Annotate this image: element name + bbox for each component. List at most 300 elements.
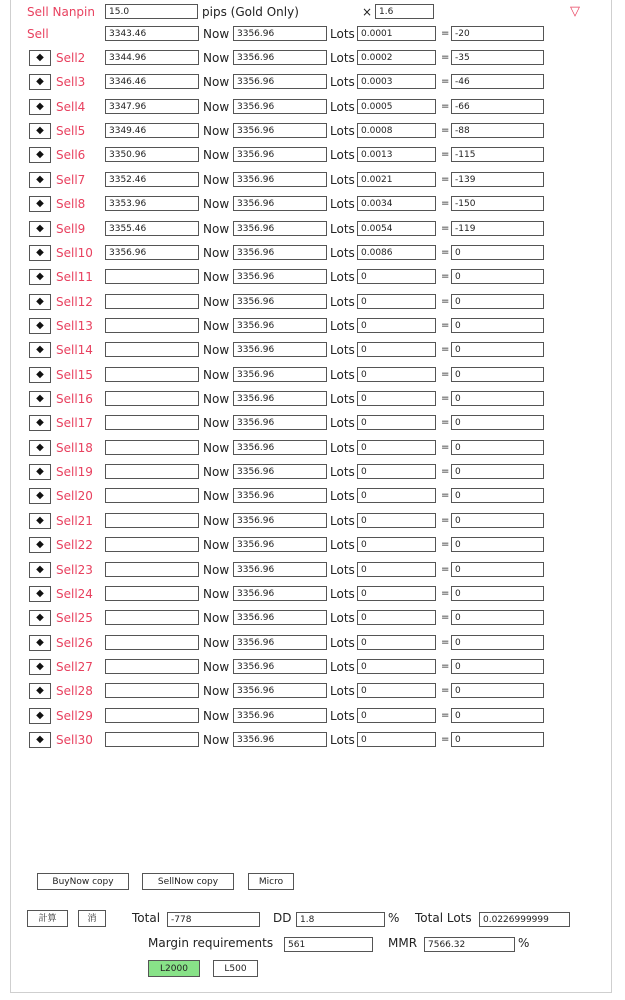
now-label: Now xyxy=(203,368,230,382)
sell-price-input[interactable] xyxy=(105,367,199,382)
sell-row xyxy=(0,265,625,289)
lots-input[interactable]: 0.0005 xyxy=(357,99,436,114)
equals-label: = xyxy=(441,125,450,136)
sell-row xyxy=(0,606,625,630)
result-input[interactable]: 0 xyxy=(451,732,544,747)
sell-price-input[interactable]: 3346.46 xyxy=(105,74,199,89)
sell-row xyxy=(0,290,625,314)
sell-price-input[interactable] xyxy=(105,586,199,601)
sell-row xyxy=(0,679,625,703)
sell-row xyxy=(0,143,625,167)
sell-price-input[interactable]: 3352.46 xyxy=(105,172,199,187)
equals-label: = xyxy=(441,466,450,477)
sell-row-label: Sell26 xyxy=(56,636,93,650)
equals-label: = xyxy=(441,685,450,696)
sell-row-label: Sell10 xyxy=(56,246,93,260)
sell-price-input[interactable] xyxy=(105,635,199,650)
result-input[interactable]: -115 xyxy=(451,147,544,162)
lots-input[interactable]: 0 xyxy=(357,464,436,479)
equals-label: = xyxy=(441,417,450,428)
now-price-input[interactable]: 3356.96 xyxy=(233,74,327,89)
sell-price-input[interactable] xyxy=(105,683,199,698)
sell-price-input[interactable] xyxy=(105,708,199,723)
sell-row xyxy=(0,314,625,338)
sell-price-input[interactable] xyxy=(105,562,199,577)
lots-label: Lots xyxy=(330,441,355,455)
result-input[interactable]: -35 xyxy=(451,50,544,65)
sell-row xyxy=(0,411,625,435)
buynow-copy-button[interactable]: BuyNow copy xyxy=(37,873,129,890)
equals-label: = xyxy=(441,76,450,87)
row-select-button[interactable]: ◆ xyxy=(29,562,51,578)
now-price-input[interactable]: 3356.96 xyxy=(233,123,327,138)
lots-label: Lots xyxy=(330,246,355,260)
mmr-input[interactable]: 7566.32 xyxy=(424,937,515,952)
lots-input[interactable]: 0 xyxy=(357,391,436,406)
micro-button[interactable]: Micro xyxy=(248,873,294,890)
result-input[interactable]: 0 xyxy=(451,342,544,357)
now-price-input[interactable]: 3356.96 xyxy=(233,610,327,625)
calculate-button[interactable]: 計算 xyxy=(27,910,68,927)
sell-row-label: Sell30 xyxy=(56,733,93,747)
row-select-button[interactable]: ◆ xyxy=(29,488,51,504)
lots-input[interactable]: 0 xyxy=(357,635,436,650)
equals-label: = xyxy=(441,174,450,185)
sell-row-label: Sell23 xyxy=(56,563,93,577)
row-select-button[interactable]: ◆ xyxy=(29,391,51,407)
lots-label: Lots xyxy=(330,587,355,601)
now-label: Now xyxy=(203,343,230,357)
sell-price-input[interactable] xyxy=(105,464,199,479)
now-price-input[interactable]: 3356.96 xyxy=(233,537,327,552)
equals-label: = xyxy=(441,734,450,745)
lots-label: Lots xyxy=(330,660,355,674)
sell-row-label: Sell2 xyxy=(56,51,86,65)
sell-price-input[interactable] xyxy=(105,537,199,552)
sell-price-input[interactable]: 3349.46 xyxy=(105,123,199,138)
now-label: Now xyxy=(203,27,230,41)
nanpin-pips-input[interactable]: 15.0 xyxy=(105,4,198,19)
total-input[interactable]: -778 xyxy=(167,912,260,927)
now-label: Now xyxy=(203,270,230,284)
now-price-input[interactable]: 3356.96 xyxy=(233,172,327,187)
multiplier-input[interactable]: 1.6 xyxy=(375,4,434,19)
sell-row-label: Sell3 xyxy=(56,75,86,89)
sell-row-label: Sell16 xyxy=(56,392,93,406)
equals-label: = xyxy=(441,369,450,380)
equals-label: = xyxy=(441,247,450,258)
sell-row-label: Sell17 xyxy=(56,416,93,430)
sell-row-label: Sell19 xyxy=(56,465,93,479)
now-price-input[interactable]: 3356.96 xyxy=(233,294,327,309)
now-label: Now xyxy=(203,197,230,211)
sell-price-input[interactable]: 3343.46 xyxy=(105,26,199,41)
result-input[interactable]: -66 xyxy=(451,99,544,114)
collapse-triangle-icon[interactable]: ▽ xyxy=(570,4,580,19)
row-select-button[interactable]: ◆ xyxy=(29,440,51,456)
result-input[interactable]: 0 xyxy=(451,367,544,382)
lots-input[interactable]: 0.0001 xyxy=(357,26,436,41)
sell-row-label: Sell15 xyxy=(56,368,93,382)
row-select-button[interactable]: ◆ xyxy=(29,464,51,480)
lots-input[interactable]: 0 xyxy=(357,683,436,698)
sell-price-input[interactable]: 3350.96 xyxy=(105,147,199,162)
now-label: Now xyxy=(203,709,230,723)
lots-input[interactable]: 0 xyxy=(357,537,436,552)
sellnow-copy-button[interactable]: SellNow copy xyxy=(142,873,234,890)
sell-price-input[interactable]: 3344.96 xyxy=(105,50,199,65)
now-label: Now xyxy=(203,319,230,333)
row-select-button[interactable]: ◆ xyxy=(29,635,51,651)
result-input[interactable]: 0 xyxy=(451,391,544,406)
sell-row-label: Sell xyxy=(27,27,49,41)
sell-row xyxy=(0,533,625,557)
now-price-input[interactable]: 3356.96 xyxy=(233,513,327,528)
now-label: Now xyxy=(203,246,230,260)
sell-price-input[interactable] xyxy=(105,294,199,309)
lots-input[interactable]: 0.0054 xyxy=(357,221,436,236)
sell-row-label: Sell12 xyxy=(56,295,93,309)
sell-nanpin-label: Sell Nanpin xyxy=(27,5,95,19)
now-price-input[interactable]: 3356.96 xyxy=(233,732,327,747)
now-label: Now xyxy=(203,148,230,162)
now-price-input[interactable]: 3356.96 xyxy=(233,586,327,601)
row-select-button[interactable]: ◆ xyxy=(29,610,51,626)
lots-label: Lots xyxy=(330,100,355,114)
sell-row-label: Sell4 xyxy=(56,100,86,114)
now-label: Now xyxy=(203,489,230,503)
now-label: Now xyxy=(203,173,230,187)
sell-price-input[interactable]: 3347.96 xyxy=(105,99,199,114)
result-input[interactable]: 0 xyxy=(451,586,544,601)
result-input[interactable]: 0 xyxy=(451,610,544,625)
lots-input[interactable]: 0 xyxy=(357,294,436,309)
lots-input[interactable]: 0.0008 xyxy=(357,123,436,138)
l2000-button[interactable]: L2000 xyxy=(148,960,200,977)
dd-percent-label: % xyxy=(388,911,400,925)
row-select-button[interactable]: ◆ xyxy=(29,123,51,139)
now-price-input[interactable]: 3356.96 xyxy=(233,708,327,723)
sell-price-input[interactable]: 3355.46 xyxy=(105,221,199,236)
equals-label: = xyxy=(441,490,450,501)
sell-price-input[interactable]: 3353.96 xyxy=(105,196,199,211)
sell-row xyxy=(0,631,625,655)
sell-row xyxy=(0,460,625,484)
result-input[interactable]: 0 xyxy=(451,440,544,455)
now-price-input[interactable]: 3356.96 xyxy=(233,196,327,211)
result-input[interactable]: -150 xyxy=(451,196,544,211)
equals-label: = xyxy=(441,320,450,331)
now-price-input[interactable]: 3356.96 xyxy=(233,221,327,236)
now-price-input[interactable]: 3356.96 xyxy=(233,245,327,260)
sell-row-label: Sell29 xyxy=(56,709,93,723)
lots-label: Lots xyxy=(330,75,355,89)
sell-row xyxy=(0,582,625,606)
equals-label: = xyxy=(441,661,450,672)
result-input[interactable]: -119 xyxy=(451,221,544,236)
sell-price-input[interactable]: 3356.96 xyxy=(105,245,199,260)
sell-row xyxy=(0,387,625,411)
sell-row xyxy=(0,436,625,460)
row-select-button[interactable]: ◆ xyxy=(29,196,51,212)
sell-price-input[interactable] xyxy=(105,318,199,333)
result-input[interactable]: 0 xyxy=(451,415,544,430)
result-input[interactable]: 0 xyxy=(451,562,544,577)
result-input[interactable]: 0 xyxy=(451,245,544,260)
result-input[interactable]: 0 xyxy=(451,513,544,528)
row-select-button[interactable]: ◆ xyxy=(29,221,51,237)
lots-input[interactable]: 0.0086 xyxy=(357,245,436,260)
lots-label: Lots xyxy=(330,733,355,747)
lots-input[interactable]: 0 xyxy=(357,513,436,528)
result-input[interactable]: 0 xyxy=(451,683,544,698)
equals-label: = xyxy=(441,588,450,599)
nanpin-header-row xyxy=(0,0,625,24)
result-input[interactable]: 0 xyxy=(451,269,544,284)
sell-row-label: Sell9 xyxy=(56,222,86,236)
sell-row xyxy=(0,728,625,752)
sell-row xyxy=(0,46,625,70)
lots-label: Lots xyxy=(330,343,355,357)
sell-price-input[interactable] xyxy=(105,391,199,406)
now-label: Now xyxy=(203,538,230,552)
row-select-button[interactable]: ◆ xyxy=(29,732,51,748)
equals-label: = xyxy=(441,344,450,355)
now-label: Now xyxy=(203,563,230,577)
row-select-button[interactable]: ◆ xyxy=(29,708,51,724)
mmr-percent-label: % xyxy=(518,936,530,950)
lots-input[interactable]: 0 xyxy=(357,488,436,503)
now-price-input[interactable]: 3356.96 xyxy=(233,391,327,406)
row-select-button[interactable]: ◆ xyxy=(29,294,51,310)
now-label: Now xyxy=(203,660,230,674)
sell-row-label: Sell20 xyxy=(56,489,93,503)
equals-label: = xyxy=(441,101,450,112)
result-input[interactable]: 0 xyxy=(451,318,544,333)
row-select-button[interactable]: ◆ xyxy=(29,147,51,163)
now-label: Now xyxy=(203,392,230,406)
now-price-input[interactable]: 3356.96 xyxy=(233,659,327,674)
sell-row-label: Sell28 xyxy=(56,684,93,698)
lots-label: Lots xyxy=(330,636,355,650)
lots-input[interactable]: 0 xyxy=(357,610,436,625)
equals-label: = xyxy=(441,52,450,63)
result-input[interactable]: -20 xyxy=(451,26,544,41)
now-label: Now xyxy=(203,51,230,65)
total-lots-input[interactable]: 0.0226999999 xyxy=(479,912,570,927)
lots-input[interactable]: 0 xyxy=(357,732,436,747)
dd-label: DD xyxy=(273,911,292,925)
sell-row-1 xyxy=(0,22,625,46)
lots-label: Lots xyxy=(330,148,355,162)
lots-label: Lots xyxy=(330,709,355,723)
now-price-input[interactable]: 3356.96 xyxy=(233,415,327,430)
result-input[interactable]: -139 xyxy=(451,172,544,187)
sell-row xyxy=(0,192,625,216)
now-price-input[interactable]: 3356.96 xyxy=(233,562,327,577)
sell-row-label: Sell8 xyxy=(56,197,86,211)
lots-input[interactable]: 0 xyxy=(357,659,436,674)
sell-row-label: Sell22 xyxy=(56,538,93,552)
sell-price-input[interactable] xyxy=(105,488,199,503)
equals-label: = xyxy=(441,393,450,404)
sell-price-input[interactable] xyxy=(105,659,199,674)
lots-input[interactable]: 0 xyxy=(357,562,436,577)
result-input[interactable]: 0 xyxy=(451,464,544,479)
sell-row xyxy=(0,168,625,192)
sell-row xyxy=(0,338,625,362)
sell-row xyxy=(0,119,625,143)
lots-label: Lots xyxy=(330,392,355,406)
dd-input[interactable]: 1.8 xyxy=(296,912,385,927)
row-select-button[interactable]: ◆ xyxy=(29,415,51,431)
sell-row xyxy=(0,363,625,387)
now-label: Now xyxy=(203,124,230,138)
sell-row-label: Sell5 xyxy=(56,124,86,138)
row-select-button[interactable]: ◆ xyxy=(29,50,51,66)
sell-price-input[interactable] xyxy=(105,342,199,357)
sell-price-input[interactable] xyxy=(105,269,199,284)
clear-button[interactable]: 消 xyxy=(78,910,106,927)
result-input[interactable]: 0 xyxy=(451,659,544,674)
sell-price-input[interactable] xyxy=(105,610,199,625)
result-input[interactable]: 0 xyxy=(451,488,544,503)
now-price-input[interactable]: 3356.96 xyxy=(233,99,327,114)
lots-label: Lots xyxy=(330,319,355,333)
now-price-input[interactable]: 3356.96 xyxy=(233,683,327,698)
total-label: Total xyxy=(132,911,161,925)
now-label: Now xyxy=(203,733,230,747)
lots-label: Lots xyxy=(330,368,355,382)
lots-input[interactable]: 0 xyxy=(357,415,436,430)
equals-label: = xyxy=(441,442,450,453)
lots-input[interactable]: 0.0002 xyxy=(357,50,436,65)
row-select-button[interactable]: ◆ xyxy=(29,269,51,285)
margin-requirements-label: Margin requirements xyxy=(148,936,274,950)
lots-input[interactable]: 0 xyxy=(357,586,436,601)
equals-label: = xyxy=(441,271,450,282)
now-label: Now xyxy=(203,416,230,430)
sell-row xyxy=(0,558,625,582)
sell-row xyxy=(0,484,625,508)
now-price-input[interactable]: 3356.96 xyxy=(233,440,327,455)
equals-label: = xyxy=(441,612,450,623)
row-select-button[interactable]: ◆ xyxy=(29,683,51,699)
total-lots-label: Total Lots xyxy=(415,911,472,925)
lots-label: Lots xyxy=(330,124,355,138)
lots-label: Lots xyxy=(330,416,355,430)
equals-label: = xyxy=(441,564,450,575)
now-price-input[interactable]: 3356.96 xyxy=(233,464,327,479)
now-label: Now xyxy=(203,611,230,625)
lots-label: Lots xyxy=(330,27,355,41)
sell-row-label: Sell14 xyxy=(56,343,93,357)
now-price-input[interactable]: 3356.96 xyxy=(233,635,327,650)
sell-row xyxy=(0,95,625,119)
result-input[interactable]: -88 xyxy=(451,123,544,138)
result-input[interactable]: 0 xyxy=(451,537,544,552)
row-select-button[interactable]: ◆ xyxy=(29,99,51,115)
equals-label: = xyxy=(441,198,450,209)
now-label: Now xyxy=(203,295,230,309)
sell-row xyxy=(0,655,625,679)
sell-row-label: Sell21 xyxy=(56,514,93,528)
now-price-input[interactable]: 3356.96 xyxy=(233,26,327,41)
row-select-button[interactable]: ◆ xyxy=(29,172,51,188)
row-select-button[interactable]: ◆ xyxy=(29,537,51,553)
equals-label: = xyxy=(441,710,450,721)
sell-price-input[interactable] xyxy=(105,440,199,455)
row-select-button[interactable]: ◆ xyxy=(29,367,51,383)
lots-label: Lots xyxy=(330,684,355,698)
row-select-button[interactable]: ◆ xyxy=(29,342,51,358)
now-price-input[interactable]: 3356.96 xyxy=(233,147,327,162)
result-input[interactable]: 0 xyxy=(451,294,544,309)
row-select-button[interactable]: ◆ xyxy=(29,74,51,90)
lots-input[interactable]: 0 xyxy=(357,440,436,455)
row-select-button[interactable]: ◆ xyxy=(29,318,51,334)
lots-input[interactable]: 0 xyxy=(357,342,436,357)
lots-input[interactable]: 0 xyxy=(357,318,436,333)
sell-row-label: Sell6 xyxy=(56,148,86,162)
sell-row xyxy=(0,217,625,241)
lots-input[interactable]: 0.0021 xyxy=(357,172,436,187)
sell-row-label: Sell25 xyxy=(56,611,93,625)
row-select-button[interactable]: ◆ xyxy=(29,245,51,261)
lots-label: Lots xyxy=(330,489,355,503)
l500-button[interactable]: L500 xyxy=(213,960,258,977)
equals-label: = xyxy=(441,296,450,307)
lots-label: Lots xyxy=(330,197,355,211)
sell-price-input[interactable] xyxy=(105,513,199,528)
now-label: Now xyxy=(203,465,230,479)
sell-row-label: Sell7 xyxy=(56,173,86,187)
lots-input[interactable]: 0 xyxy=(357,269,436,284)
lots-label: Lots xyxy=(330,51,355,65)
mmr-label: MMR xyxy=(388,936,418,950)
multiplier-symbol: × xyxy=(362,5,373,19)
now-price-input[interactable]: 3356.96 xyxy=(233,269,327,284)
now-price-input[interactable]: 3356.96 xyxy=(233,367,327,382)
lots-input[interactable]: 0 xyxy=(357,708,436,723)
result-input[interactable]: 0 xyxy=(451,708,544,723)
sell-row xyxy=(0,509,625,533)
sell-price-input[interactable] xyxy=(105,732,199,747)
now-price-input[interactable]: 3356.96 xyxy=(233,488,327,503)
lots-input[interactable]: 0.0003 xyxy=(357,74,436,89)
now-price-input[interactable]: 3356.96 xyxy=(233,342,327,357)
row-select-button[interactable]: ◆ xyxy=(29,513,51,529)
now-price-input[interactable]: 3356.96 xyxy=(233,50,327,65)
lots-input[interactable]: 0 xyxy=(357,367,436,382)
now-label: Now xyxy=(203,441,230,455)
row-select-button[interactable]: ◆ xyxy=(29,586,51,602)
now-label: Now xyxy=(203,587,230,601)
result-input[interactable]: -46 xyxy=(451,74,544,89)
lots-label: Lots xyxy=(330,270,355,284)
lots-input[interactable]: 0.0013 xyxy=(357,147,436,162)
now-price-input[interactable]: 3356.96 xyxy=(233,318,327,333)
lots-label: Lots xyxy=(330,465,355,479)
sell-row-label: Sell18 xyxy=(56,441,93,455)
lots-label: Lots xyxy=(330,611,355,625)
sell-row-label: Sell13 xyxy=(56,319,93,333)
row-select-button[interactable]: ◆ xyxy=(29,659,51,675)
margin-requirements-input[interactable]: 561 xyxy=(284,937,373,952)
sell-price-input[interactable] xyxy=(105,415,199,430)
lots-input[interactable]: 0.0034 xyxy=(357,196,436,211)
result-input[interactable]: 0 xyxy=(451,635,544,650)
